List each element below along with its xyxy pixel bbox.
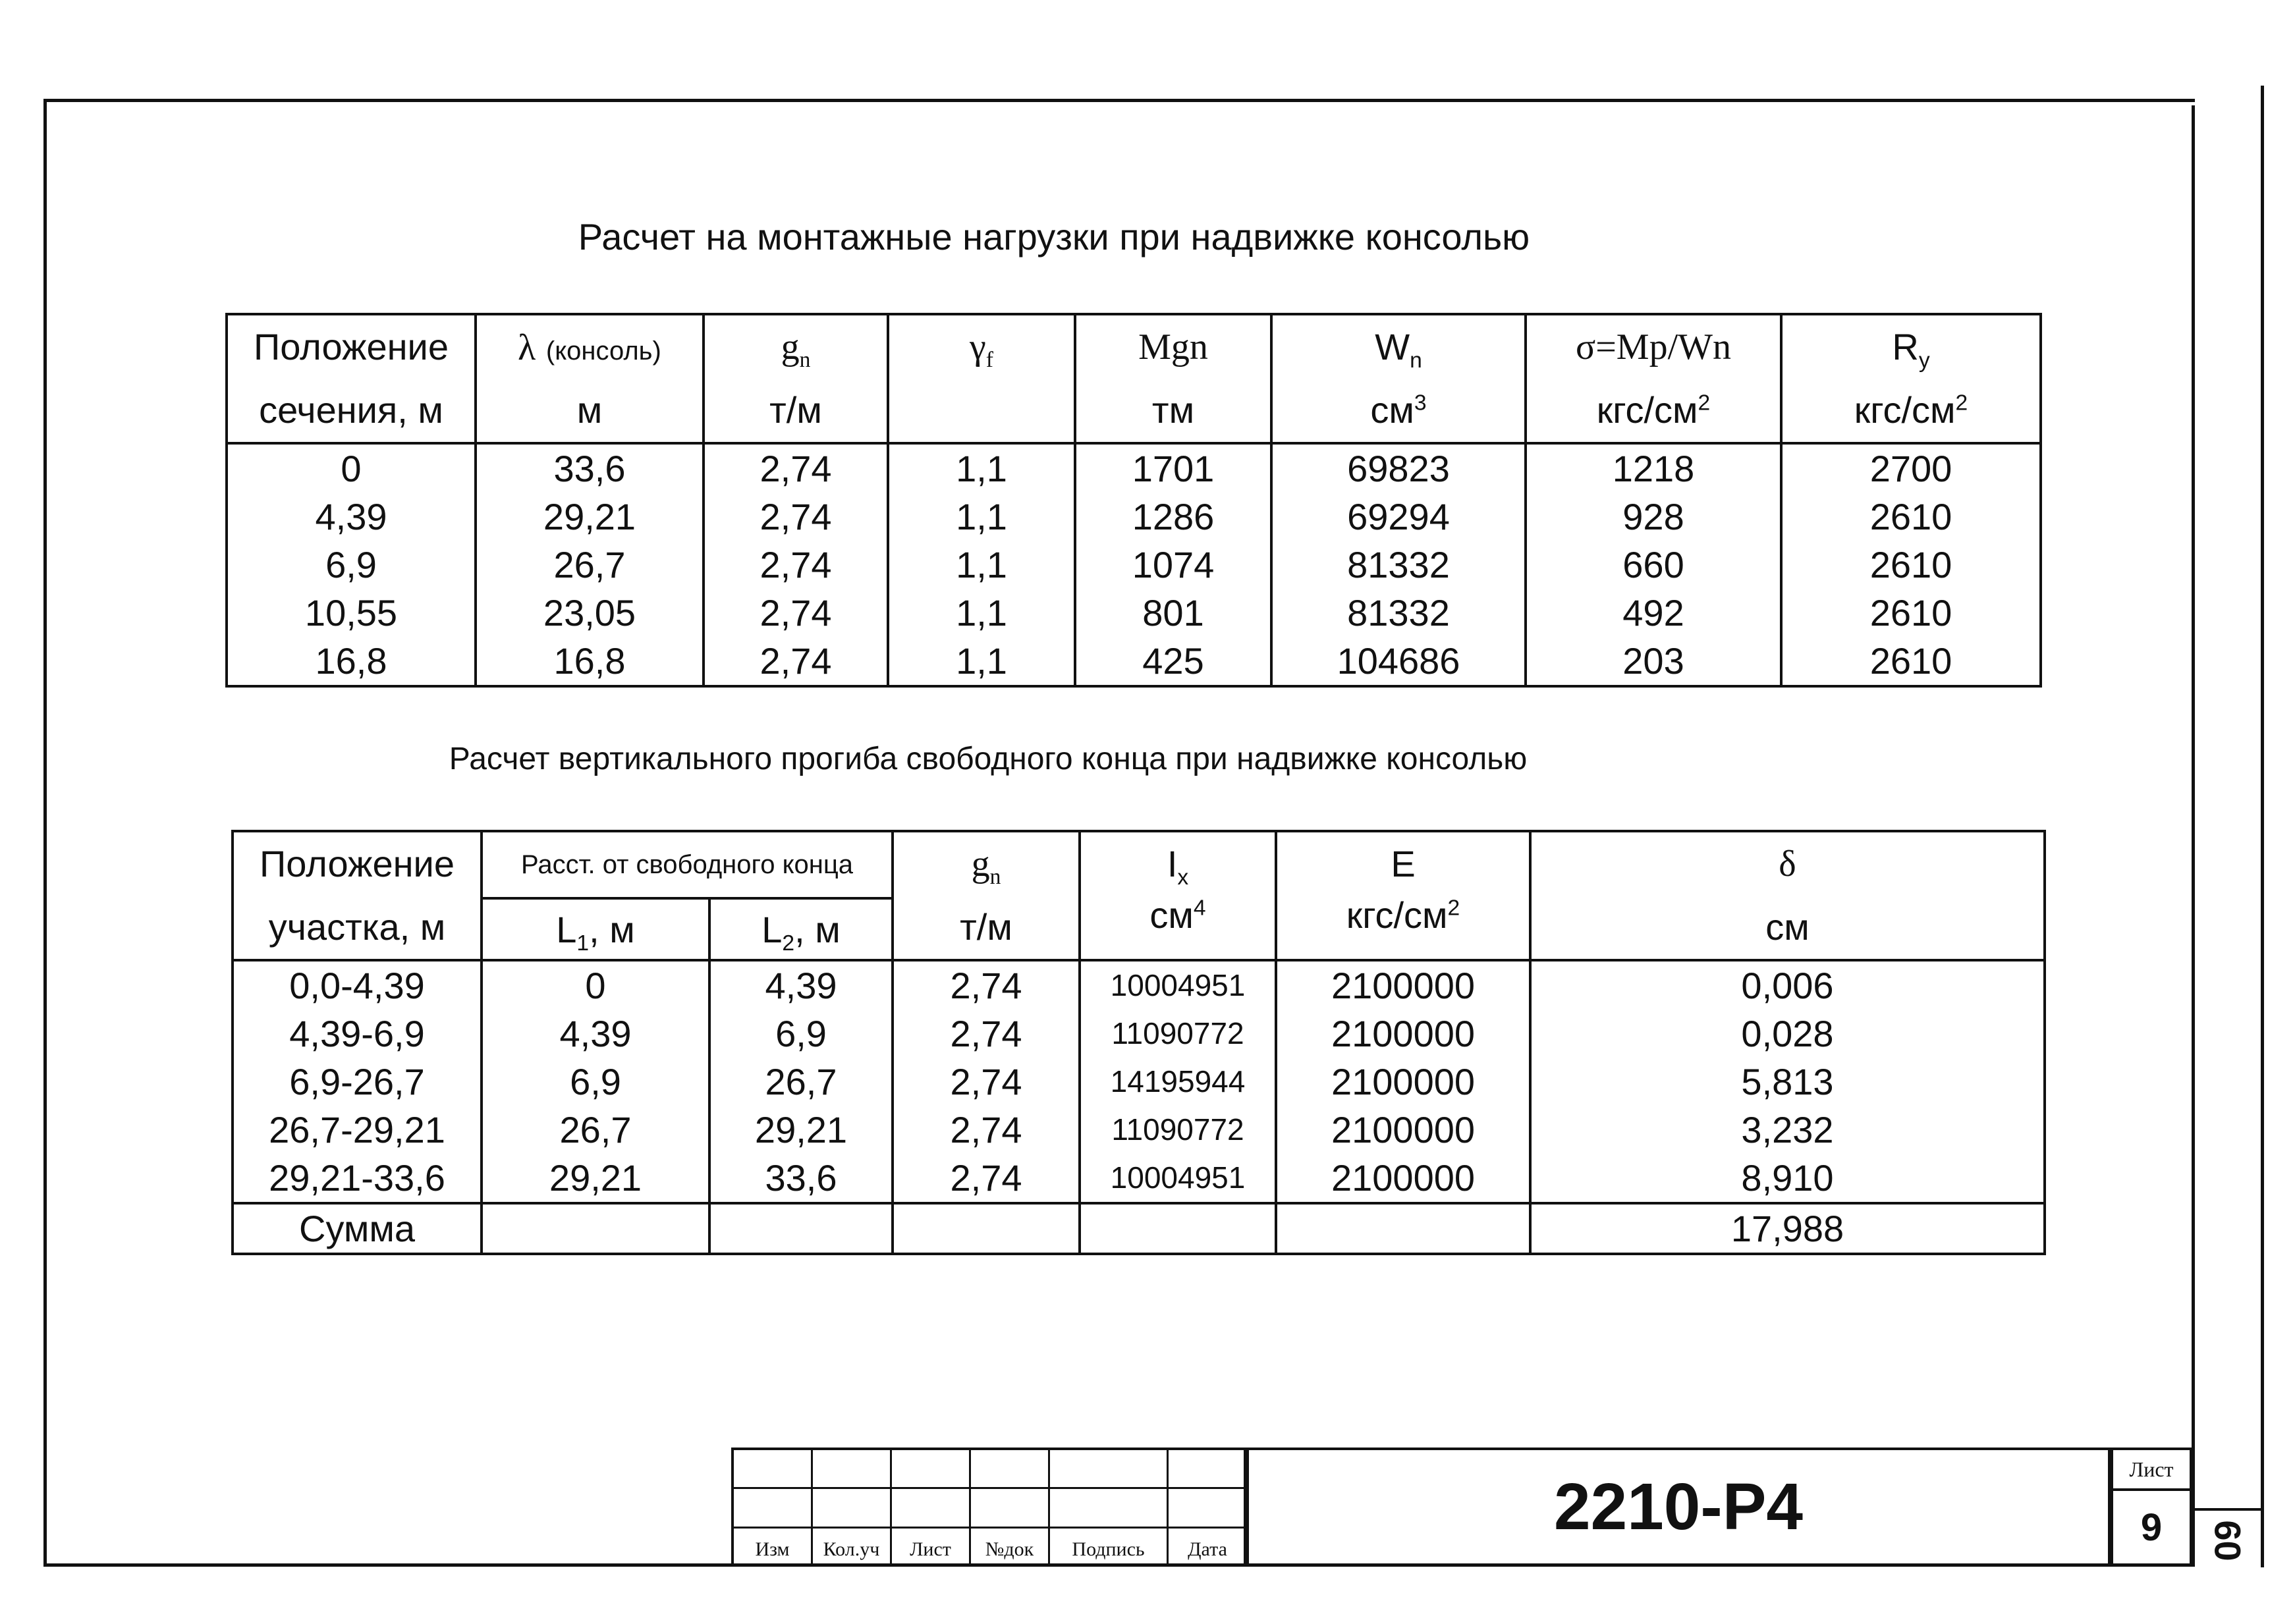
header-mgn: Mgn тм xyxy=(1075,314,1271,443)
header-gamma-f: $\gamma_f$ xyxy=(888,314,1075,443)
table-cell: 81332 xyxy=(1271,589,1526,637)
table-cell: 492 xyxy=(1526,589,1781,637)
table-cell: 2100000 xyxy=(1276,1058,1530,1106)
table-cell: 660 xyxy=(1526,541,1781,589)
table2-header-row xyxy=(233,831,2045,898)
table-cell: 23,05 xyxy=(476,589,704,637)
table-cell: 33,6 xyxy=(709,1154,893,1203)
table-cell: 1,1 xyxy=(888,541,1075,589)
table-cell: 33,6 xyxy=(476,443,704,493)
table-cell: 6,9 xyxy=(227,541,476,589)
mounting-load-table xyxy=(225,313,2042,688)
table-cell: 10,55 xyxy=(227,589,476,637)
table-row xyxy=(233,1154,2045,1203)
header-l2: $L_2$, м xyxy=(709,898,893,960)
table-cell: 1,1 xyxy=(888,637,1075,686)
stamp-col-koluch: Кол.уч xyxy=(813,1450,892,1563)
table-cell: 29,21 xyxy=(482,1154,709,1203)
table-cell: 2610 xyxy=(1781,493,2041,541)
table-cell: 10004951 xyxy=(1080,960,1276,1010)
sum-row xyxy=(233,1203,2045,1254)
table1-header-row xyxy=(227,314,2041,443)
document-code: 2210-Р4 xyxy=(1553,1469,1804,1544)
table-cell: 2100000 xyxy=(1276,1010,1530,1058)
header-lambda: λ (консоль) м xyxy=(476,314,704,443)
header-wn: $W_n$ $см^3$ xyxy=(1271,314,1526,443)
table-cell: 11090772 xyxy=(1080,1010,1276,1058)
table-cell: 0 xyxy=(482,960,709,1010)
table-row xyxy=(227,493,2041,541)
table-cell: 2700 xyxy=(1781,443,2041,493)
table-cell: 16,8 xyxy=(476,637,704,686)
table-cell: 0,006 xyxy=(1530,960,2045,1010)
table-cell: 0 xyxy=(227,443,476,493)
table-cell: 11090772 xyxy=(1080,1106,1276,1154)
table-cell: 2,74 xyxy=(704,589,888,637)
table-cell: 0,0-4,39 xyxy=(233,960,482,1010)
table-cell: 29,21 xyxy=(476,493,704,541)
table2-title: Расчет вертикального прогиба свободного конца при надвижке консолью xyxy=(449,742,1528,776)
sum-label: Сумма xyxy=(233,1203,482,1254)
table-cell: 8,910 xyxy=(1530,1154,2045,1203)
table-cell: 801 xyxy=(1075,589,1271,637)
table-cell: 16,8 xyxy=(227,637,476,686)
table-cell: 26,7-29,21 xyxy=(233,1106,482,1154)
table-row xyxy=(233,1106,2045,1154)
header-gn: $g_n$ т/м xyxy=(704,314,888,443)
table-cell: 2100000 xyxy=(1276,1154,1530,1203)
stamp-col-list: Лист xyxy=(892,1450,971,1563)
header-ix: $I_x$ $см^4$ xyxy=(1080,831,1276,960)
table-row xyxy=(227,541,2041,589)
table-cell: 2,74 xyxy=(893,1154,1080,1203)
table-cell: 1286 xyxy=(1075,493,1271,541)
sheet-cell xyxy=(2111,1448,2192,1566)
table-cell: 4,39 xyxy=(482,1010,709,1058)
header-e: E кгс/$см^2$ xyxy=(1276,831,1530,960)
deflection-table xyxy=(231,830,2046,1255)
table-cell: 4,39-6,9 xyxy=(233,1010,482,1058)
table-cell: 29,21-33,6 xyxy=(233,1154,482,1203)
table-cell: 1074 xyxy=(1075,541,1271,589)
table-cell: 26,7 xyxy=(709,1058,893,1106)
header-l1: $L_1$, м xyxy=(482,898,709,960)
header-gn: $g_n$ т/м xyxy=(893,831,1080,960)
document-code-cell xyxy=(1246,1448,2111,1566)
table-cell: 0,028 xyxy=(1530,1010,2045,1058)
side-page-number: 60 xyxy=(2195,1508,2261,1570)
table-cell: 3,232 xyxy=(1530,1106,2045,1154)
table-cell: 69294 xyxy=(1271,493,1526,541)
table-cell: 2,74 xyxy=(704,637,888,686)
table-cell: 2,74 xyxy=(704,541,888,589)
table-cell: 10004951 xyxy=(1080,1154,1276,1203)
table-cell: 2,74 xyxy=(893,1058,1080,1106)
table-cell: 6,9-26,7 xyxy=(233,1058,482,1106)
table-cell: 2,74 xyxy=(704,443,888,493)
table-cell: 2,74 xyxy=(704,493,888,541)
stamp-col-ndok: №док xyxy=(971,1450,1050,1563)
stamp-col-izm: Изм xyxy=(734,1450,813,1563)
stamp-col-date: Дата xyxy=(1188,1538,1227,1560)
table-cell: 1,1 xyxy=(888,589,1075,637)
table-row xyxy=(233,1058,2045,1106)
table-cell: 26,7 xyxy=(482,1106,709,1154)
table-cell: 2610 xyxy=(1781,637,2041,686)
table-cell: 1701 xyxy=(1075,443,1271,493)
table-cell: 81332 xyxy=(1271,541,1526,589)
table-row xyxy=(227,589,2041,637)
table-cell: 928 xyxy=(1526,493,1781,541)
frame-top-line xyxy=(43,99,2195,102)
table1-title: Расчет на монтажные нагрузки при надвижке консолью xyxy=(578,216,1530,257)
table-cell: 425 xyxy=(1075,637,1271,686)
table-cell: 1,1 xyxy=(888,443,1075,493)
table-cell: 2,74 xyxy=(893,1010,1080,1058)
table-cell: 69823 xyxy=(1271,443,1526,493)
table-cell: 1,1 xyxy=(888,493,1075,541)
table-cell: 14195944 xyxy=(1080,1058,1276,1106)
table-cell: 2,74 xyxy=(893,1106,1080,1154)
header-sigma: σ=Mp/Wn кгс/$см^2$ xyxy=(1526,314,1781,443)
table-row xyxy=(227,443,2041,493)
table-cell: 2,74 xyxy=(893,960,1080,1010)
frame-right-line xyxy=(2192,105,2195,1566)
header-distance-group: Расст. от свободного конца xyxy=(482,831,893,898)
table-cell: 29,21 xyxy=(709,1106,893,1154)
table-cell: 6,9 xyxy=(709,1010,893,1058)
table-cell: 1218 xyxy=(1526,443,1781,493)
header-delta: δ см xyxy=(1530,831,2045,960)
table-row xyxy=(227,637,2041,686)
table-cell: 26,7 xyxy=(476,541,704,589)
header-section-position: Положение сечения, м xyxy=(227,314,476,443)
sum-value: 17,988 xyxy=(1530,1203,2045,1254)
table-cell: 2610 xyxy=(1781,541,2041,589)
table-cell: 4,39 xyxy=(227,493,476,541)
table-cell: 4,39 xyxy=(709,960,893,1010)
table-cell: 6,9 xyxy=(482,1058,709,1106)
sheet-edge-line xyxy=(2261,86,2264,1567)
header-segment-position: Положение участка, м xyxy=(233,831,482,960)
table-cell: 5,813 xyxy=(1530,1058,2045,1106)
frame-left-line xyxy=(43,99,47,1566)
table-row xyxy=(233,1010,2045,1058)
header-ry: $R_y$ кгс/$см^2$ xyxy=(1781,314,2041,443)
table-cell: 203 xyxy=(1526,637,1781,686)
stamp-col-signature: Подпись xyxy=(1050,1450,1169,1563)
table-row xyxy=(233,960,2045,1010)
sheet-label: Лист xyxy=(2113,1450,2190,1491)
table-cell: 2100000 xyxy=(1276,1106,1530,1154)
revision-stamp-grid xyxy=(731,1448,1246,1566)
sheet-number: 9 xyxy=(2140,1505,2163,1549)
table-cell: 2610 xyxy=(1781,589,2041,637)
table-cell: 104686 xyxy=(1271,637,1526,686)
table-cell: 2100000 xyxy=(1276,960,1530,1010)
